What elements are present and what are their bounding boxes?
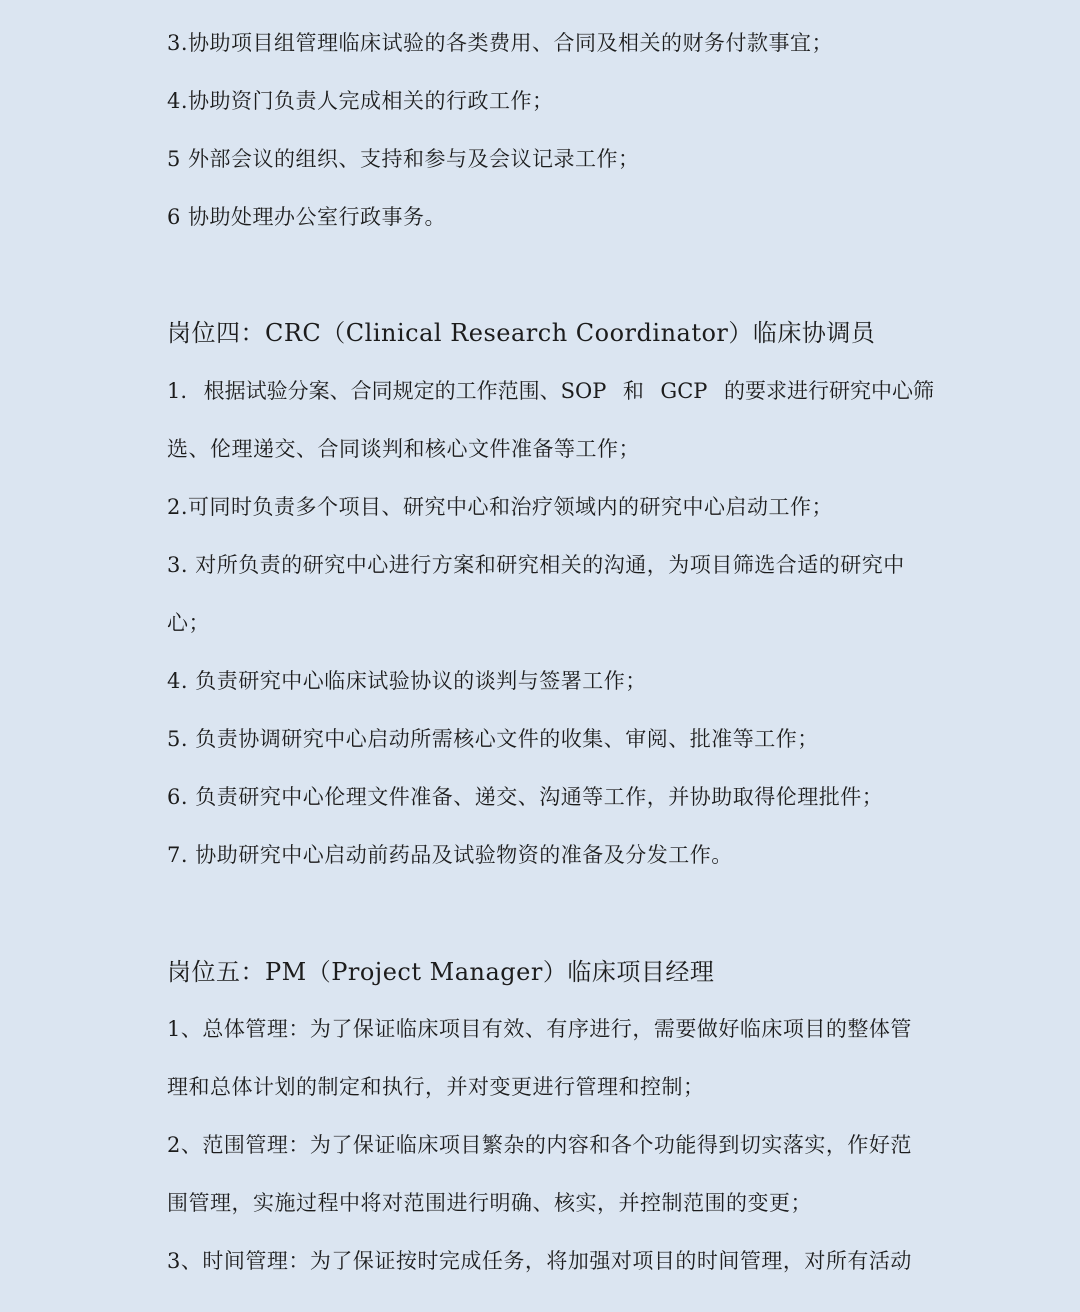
crc-item-2: 2.可同时负责多个项目、研究中心和治疗领域内的研究中心启动工作； bbox=[167, 495, 834, 519]
crc-item-1-seg: 和 bbox=[622, 379, 644, 403]
crc-item-1-seg: GCP bbox=[660, 379, 708, 403]
crc-item-3-line-2: 心； bbox=[167, 611, 210, 635]
crc-item-1-seg: 的要求进行研究中心筛 bbox=[723, 379, 934, 403]
pm-section-heading: 岗位五：PM（Project Manager）临床项目经理 bbox=[167, 958, 715, 986]
pm-item-2-line-1: 2、范围管理：为了保证临床项目繁杂的内容和各个功能得到切实落实，作好范 bbox=[167, 1133, 912, 1157]
pm-item-1-line-2: 理和总体计划的制定和执行，并对变更进行管理和控制； bbox=[167, 1075, 705, 1099]
crc-item-1-line-1 bbox=[167, 376, 934, 406]
crc-item-6: 6. 负责研究中心伦理文件准备、递交、沟通等工作，并协助取得伦理批件； bbox=[167, 785, 884, 809]
crc-item-1-seg: 1. bbox=[167, 379, 188, 403]
pm-item-3-line-1: 3、时间管理：为了保证按时完成任务，将加强对项目的时间管理，对所有活动 bbox=[167, 1249, 912, 1273]
crc-item-3-line-1: 3. 对所负责的研究中心进行方案和研究相关的沟通，为项目筛选合适的研究中 bbox=[167, 553, 905, 577]
prev-item-6: 6 协助处理办公室行政事务。 bbox=[167, 205, 447, 229]
crc-item-1-line-2: 选、伦理递交、合同谈判和核心文件准备等工作； bbox=[167, 437, 640, 461]
crc-item-7: 7. 协助研究中心启动前药品及试验物资的准备及分发工作。 bbox=[167, 843, 733, 867]
crc-section-heading: 岗位四：CRC（Clinical Research Coordinator）临床协调员 bbox=[167, 319, 876, 347]
crc-item-5: 5. 负责协调研究中心启动所需核心文件的收集、审阅、批准等工作； bbox=[167, 727, 819, 751]
crc-item-1-seg: 根据试验分案、合同规定的工作范围、SOP bbox=[203, 379, 607, 403]
prev-item-5: 5 外部会议的组织、支持和参与及会议记录工作； bbox=[167, 147, 640, 171]
crc-item-4: 4. 负责研究中心临床试验协议的谈判与签署工作； bbox=[167, 669, 647, 693]
prev-item-4: 4.协助资门负责人完成相关的行政工作； bbox=[167, 89, 554, 113]
prev-item-3: 3.协助项目组管理临床试验的各类费用、合同及相关的财务付款事宜； bbox=[167, 31, 834, 55]
pm-item-1-line-1: 1、总体管理：为了保证临床项目有效、有序进行，需要做好临床项目的整体管 bbox=[167, 1017, 912, 1041]
pm-item-2-line-2: 围管理，实施过程中将对范围进行明确、核实，并控制范围的变更； bbox=[167, 1191, 812, 1215]
